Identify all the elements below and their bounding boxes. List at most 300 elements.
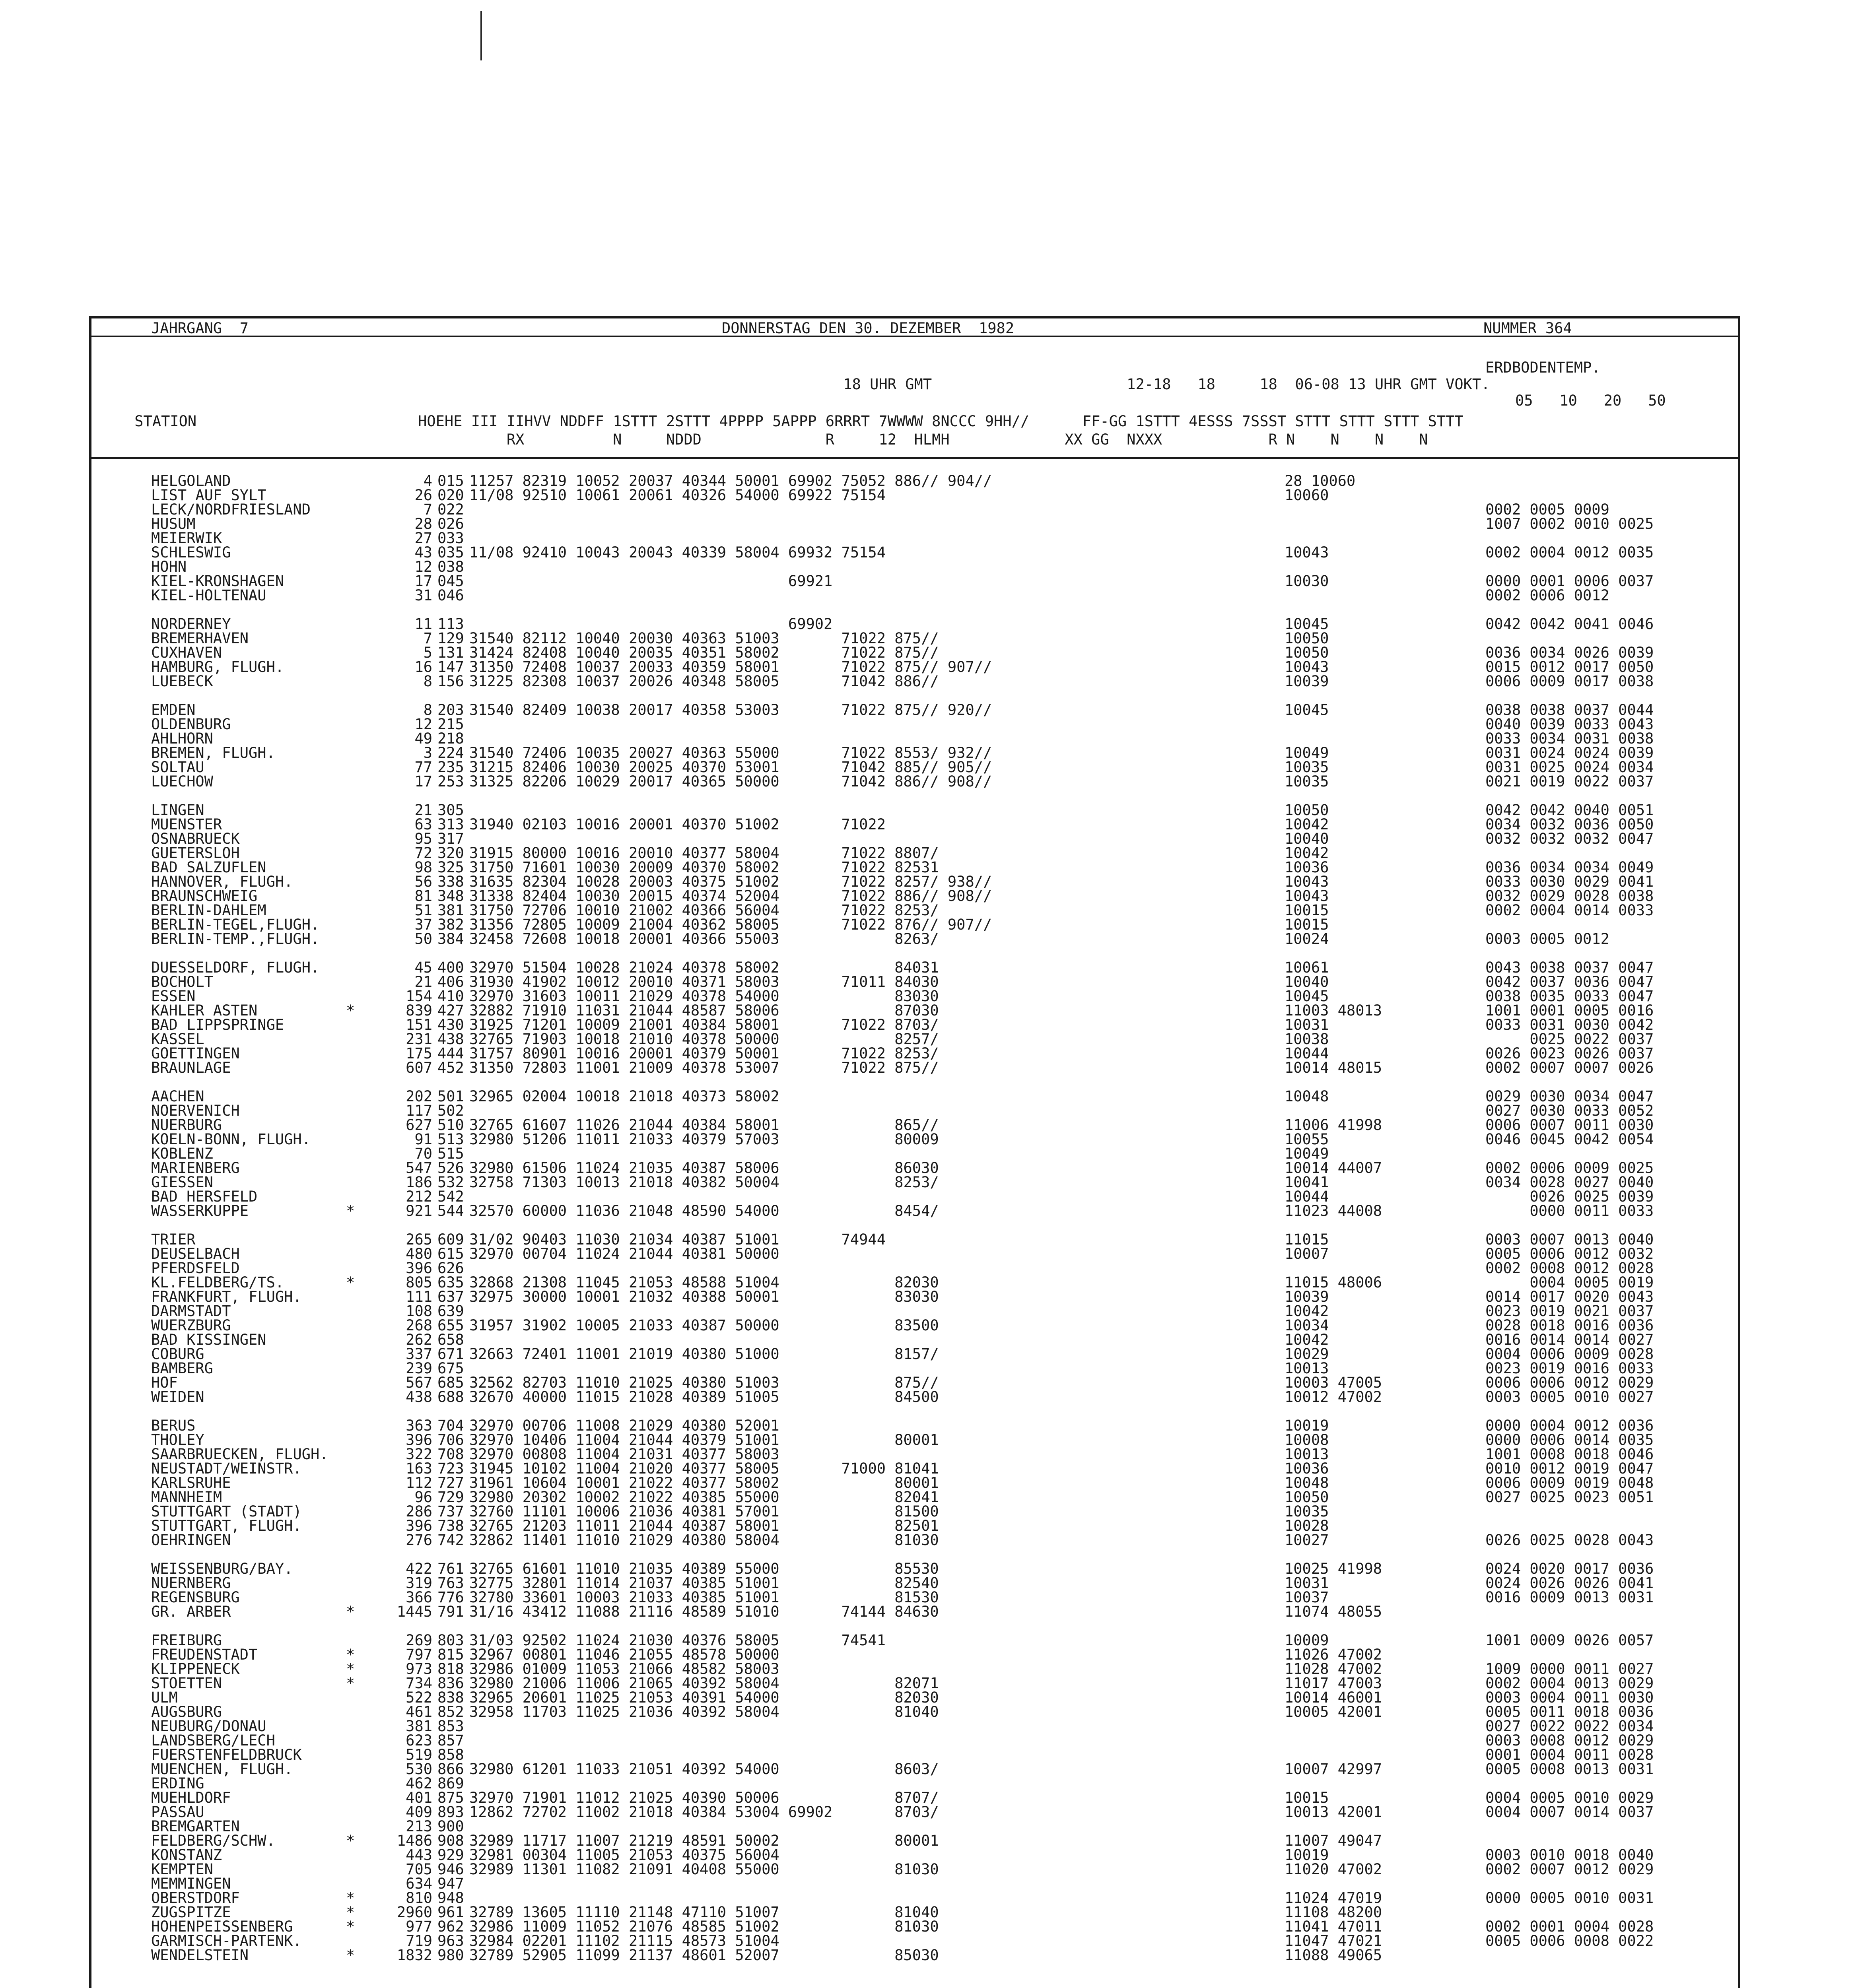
station-name: MANNHEIM [151,1489,222,1506]
extreme-data: 10029 [1285,1345,1329,1363]
station-elevation: 45 [414,959,432,976]
station-name: FREUDENSTADT [151,1646,258,1663]
station-elevation: 396 [406,1517,432,1534]
station-elevation: 366 [406,1589,432,1606]
station-name: DUESSELDORF, FLUGH. [151,959,320,976]
station-name: KAHLER ASTEN [151,1002,258,1019]
mountain-station-mark: * [346,1646,355,1663]
station-name: ESSEN [151,988,196,1005]
station-name: WASSERKUPPE [151,1202,249,1219]
soil-temps: 0000 0004 0012 0036 [1485,1417,1654,1434]
synop-data: 32986 01009 11053 21066 48582 58003 [469,1660,779,1677]
station-name: BERLIN-TEMP.,FLUGH. [151,930,320,947]
extreme-data: 10042 [1285,845,1329,862]
soil-temps: 0000 0006 0014 0035 [1485,1431,1654,1448]
synop-data: 32780 33601 10003 21033 40385 51001 81530 [469,1589,939,1606]
station-code: 803 [437,1632,464,1649]
synop-data: 32760 11101 10006 21036 40381 57001 81500 [469,1503,939,1520]
soil-temps: 0004 0006 0009 0028 [1485,1345,1654,1363]
extreme-data: 10013 [1285,1360,1329,1377]
synop-data: 32882 71910 11031 21044 48587 58006 87030 [469,1002,939,1019]
station-name: KOELN-BONN, FLUGH. [151,1131,311,1148]
station-name: FELDBERG/SCHW. [151,1832,275,1849]
station-elevation: 8 [423,673,432,690]
extreme-data: 10050 [1285,802,1329,819]
station-name: KLIPPENECK [151,1660,240,1677]
station-elevation: 319 [406,1574,432,1592]
synop-data: 32562 82703 11010 21025 40380 51003 875// [469,1374,939,1391]
station-code: 515 [437,1145,464,1162]
station-code: 961 [437,1904,464,1921]
soil-temps: 0036 0034 0034 0049 [1485,859,1654,876]
station-name: BREMEN, FLUGH. [151,744,275,761]
station-code: 852 [437,1703,464,1720]
station-name: HOHENPEISSENBERG [151,1918,293,1935]
mountain-station-mark: * [346,1947,355,1964]
station-elevation: 519 [406,1746,432,1763]
extreme-data: 10009 [1285,1632,1329,1649]
extreme-data: 10035 [1285,759,1329,776]
soil-temps: 0042 0042 0040 0051 [1485,802,1654,819]
station-elevation: 202 [406,1088,432,1105]
station-name: ERDING [151,1775,204,1792]
station-elevation: 396 [406,1260,432,1277]
mountain-station-mark: * [346,1889,355,1906]
station-name: BERLIN-TEGEL,FLUGH. [151,916,320,933]
station-code: 317 [437,830,464,847]
soil-temps: 0034 0028 0027 0040 [1485,1174,1654,1191]
soil-temps: 0000 0005 0010 0031 [1485,1889,1654,1906]
soil-temps: 0016 0014 0014 0027 [1485,1331,1654,1348]
station-code: 655 [437,1317,464,1334]
extreme-data: 10012 47002 [1285,1388,1382,1406]
station-elevation: 921 [406,1202,432,1219]
extreme-data: 10048 [1285,1088,1329,1105]
mountain-station-mark: * [346,1202,355,1219]
extreme-data: 10043 [1285,887,1329,905]
station-name: MEIERWIK [151,530,222,547]
extreme-data: 10014 48015 [1285,1059,1382,1076]
synop-data: 32970 71901 11012 21025 40390 50006 8707/ [469,1789,939,1806]
station-elevation: 810 [406,1889,432,1906]
station-elevation: 43 [414,544,432,561]
station-code: 963 [437,1932,464,1949]
soil-temps: 0024 0026 0026 0041 [1485,1574,1654,1592]
station-code: 742 [437,1532,464,1549]
station-code: 235 [437,759,464,776]
mountain-station-mark: * [346,1904,355,1921]
station-code: 382 [437,916,464,933]
extreme-data: 10015 [1285,916,1329,933]
station-name: LANDSBERG/LECH [151,1732,275,1749]
station-elevation: 163 [406,1460,432,1477]
synop-data: 32868 21308 11045 21053 48588 51004 82030 [469,1274,939,1291]
extreme-data: 10042 [1285,1303,1329,1320]
station-name: SAARBRUECKEN, FLUGH. [151,1446,328,1463]
synop-data: 31/03 92502 11024 21030 40376 58005 74541 [469,1632,886,1649]
synop-data: 31540 72406 10035 20027 40363 55000 71022 8553/ 932// [469,744,992,761]
station-name: KASSEL [151,1031,204,1048]
station-elevation: 797 [406,1646,432,1663]
soil-temps: 0004 0005 0010 0029 [1485,1789,1654,1806]
station-code: 022 [437,501,464,518]
station-elevation: 363 [406,1417,432,1434]
extreme-data: 10031 [1285,1574,1329,1592]
station-code: 325 [437,859,464,876]
soil-temps: 0002 0004 0014 0033 [1485,902,1654,919]
station-name: STUTTGART (STADT) [151,1503,302,1520]
soil-temps: 0006 0007 0011 0030 [1485,1116,1654,1134]
station-elevation: 422 [406,1560,432,1577]
station-code: 727 [437,1474,464,1491]
station-elevation: 734 [406,1675,432,1692]
synop-data: 32765 61601 11010 21035 40389 55000 85530 [469,1560,939,1577]
extreme-data: 11015 48006 [1285,1274,1382,1291]
station-elevation: 108 [406,1303,432,1320]
station-code: 542 [437,1188,464,1205]
synop-data: 32765 71903 10018 21010 40378 50000 8257/ [469,1031,939,1048]
station-code: 131 [437,644,464,661]
station-code: 729 [437,1489,464,1506]
soil-temps: 0003 0007 0013 0040 [1485,1231,1654,1248]
station-name: BERUS [151,1417,196,1434]
station-code: 348 [437,887,464,905]
station-name: HELGOLAND [151,472,231,489]
station-name: WENDELSTEIN [151,1947,249,1964]
extreme-data: 10042 [1285,816,1329,833]
station-code: 980 [437,1947,464,1964]
extreme-data: 10014 46001 [1285,1689,1382,1706]
soil-temps: 0004 0005 0019 [1485,1274,1654,1291]
station-elevation: 3 [423,744,432,761]
soil-temps: 0042 0037 0036 0047 [1485,973,1654,990]
scan-mark [480,11,482,60]
synop-data: 31325 82206 10029 20017 40365 50000 71042 886// 908// [469,773,992,790]
station-code: 869 [437,1775,464,1792]
soil-temps: 0040 0039 0033 0043 [1485,716,1654,733]
soil-temps: 0010 0012 0019 0047 [1485,1460,1654,1477]
soil-temps: 0002 0007 0007 0026 [1485,1059,1654,1076]
soil-temps: 0027 0022 0022 0034 [1485,1718,1654,1735]
mountain-station-mark: * [346,1002,355,1019]
soil-temps: 0006 0009 0019 0048 [1485,1474,1654,1491]
synop-data: 31540 82112 10040 20030 40363 51003 71022 875// [469,630,939,647]
soil-temps: 0026 0025 0028 0043 [1485,1532,1654,1549]
station-name: GOETTINGEN [151,1045,240,1062]
station-name: KOBLENZ [151,1145,213,1162]
station-name: GARMISCH-PARTENK. [151,1932,302,1949]
station-code: 501 [437,1088,464,1105]
column-header-rule [89,457,1740,459]
extreme-data: 10050 [1285,630,1329,647]
station-elevation: 72 [414,845,432,862]
synop-data: 32981 00304 11005 21053 40375 56004 [469,1846,779,1864]
station-name: BAD LIPPSPRINGE [151,1016,284,1033]
station-code: 035 [437,544,464,561]
station-elevation: 480 [406,1245,432,1262]
station-code: 438 [437,1031,464,1048]
extreme-data: 10019 [1285,1417,1329,1434]
soil-temps: 0025 0022 0037 [1485,1031,1654,1048]
soil-temps: 0033 0034 0031 0038 [1485,730,1654,747]
station-elevation: 973 [406,1660,432,1677]
station-name: NORDERNEY [151,615,231,633]
soil-temps: 0046 0045 0042 0054 [1485,1131,1654,1148]
station-code: 857 [437,1732,464,1749]
station-name: GR. ARBER [151,1603,231,1620]
station-elevation: 12 [414,558,432,575]
synop-data: 32958 11703 11025 21036 40392 58004 81040 [469,1703,939,1720]
station-elevation: 98 [414,859,432,876]
station-code: 384 [437,930,464,947]
synop-data: 32663 72401 11001 21019 40380 51000 8157/ [469,1345,939,1363]
soil-temps: 0034 0032 0036 0050 [1485,816,1654,833]
station-name: LUEBECK [151,673,213,690]
station-name: FREIBURG [151,1632,222,1649]
station-name: TRIER [151,1231,196,1248]
soil-temps: 0005 0008 0013 0031 [1485,1761,1654,1778]
synop-data: 32980 61506 11024 21035 40387 58006 86030 [469,1159,939,1176]
station-name: BREMGARTEN [151,1818,240,1835]
station-elevation: 2960 [396,1904,432,1921]
station-elevation: 50 [414,930,432,947]
extreme-data: 10007 42997 [1285,1761,1382,1778]
station-elevation: 21 [414,802,432,819]
soil-temps: 0002 0004 0013 0029 [1485,1675,1654,1692]
station-code: 224 [437,744,464,761]
soil-depths: 05 10 20 50 [1515,392,1666,409]
station-elevation: 567 [406,1374,432,1391]
station-elevation: 7 [423,501,432,518]
synop-data: 31/16 43412 11088 21116 48589 51010 74144 84630 [469,1603,939,1620]
extreme-data: 10049 [1285,744,1329,761]
station-code: 818 [437,1660,464,1677]
station-name: PFERDSFELD [151,1260,240,1277]
station-name: BAD HERSFELD [151,1188,258,1205]
station-elevation: 286 [406,1503,432,1520]
synop-data: 32970 10406 11004 21044 40379 51001 80001 [469,1431,939,1448]
synop-data: 32980 51206 11011 21033 40379 57003 80009 [469,1131,939,1148]
soil-temps: 0043 0038 0037 0047 [1485,959,1654,976]
station-elevation: 262 [406,1331,432,1348]
station-elevation: 21 [414,973,432,990]
extreme-data: 11047 47021 [1285,1932,1382,1949]
synop-data: 32980 20302 10002 21022 40385 55000 82041 [469,1489,939,1506]
soil-temps: 0002 0006 0009 0025 [1485,1159,1654,1176]
station-code: 526 [437,1159,464,1176]
station-code: 875 [437,1789,464,1806]
station-elevation: 175 [406,1045,432,1062]
station-elevation: 977 [406,1918,432,1935]
station-elevation: 401 [406,1789,432,1806]
synop-data: 31350 72408 10037 20033 40359 58001 71022 875// 907// [469,658,992,676]
station-code: 635 [437,1274,464,1291]
station-elevation: 8 [423,701,432,718]
soil-temps: 1007 0002 0010 0025 [1485,515,1654,532]
station-code: 609 [437,1231,464,1248]
station-code: 129 [437,630,464,647]
soil-temps: 0038 0035 0033 0047 [1485,988,1654,1005]
station-elevation: 111 [406,1288,432,1305]
station-name: HANNOVER, FLUGH. [151,873,293,890]
station-code: 026 [437,515,464,532]
soil-temps: 0014 0017 0020 0043 [1485,1288,1654,1305]
mountain-station-mark: * [346,1603,355,1620]
station-name: HOHN [151,558,187,575]
synop-data: 32789 52905 11099 21137 48601 52007 85030 [469,1947,939,1964]
extreme-data: 11023 44008 [1285,1202,1382,1219]
extreme-data: 10013 [1285,1446,1329,1463]
station-code: 532 [437,1174,464,1191]
station-elevation: 719 [406,1932,432,1949]
soil-temps: 0029 0030 0034 0047 [1485,1088,1654,1105]
station-name: DEUSELBACH [151,1245,240,1262]
extreme-data: 10043 [1285,658,1329,676]
soil-temps: 0042 0042 0041 0046 [1485,615,1654,633]
extreme-data: 10015 [1285,902,1329,919]
station-name: OBERSTDORF [151,1889,240,1906]
station-name: LECK/NORDFRIESLAND [151,501,311,518]
station-code: 203 [437,701,464,718]
station-elevation: 112 [406,1474,432,1491]
station-name: GIESSEN [151,1174,213,1191]
synop-data: 31757 80901 10016 20001 40379 50001 71022 8253/ [469,1045,939,1062]
station-elevation: 268 [406,1317,432,1334]
station-elevation: 627 [406,1116,432,1134]
station-elevation: 81 [414,887,432,905]
station-name: NUERNBERG [151,1574,231,1592]
extreme-data: 28 10060 [1285,472,1356,489]
station-elevation: 95 [414,830,432,847]
station-code: 776 [437,1589,464,1606]
soil-temp-title: ERDBODENTEMP. [1485,359,1601,376]
station-name: BOCHOLT [151,973,213,990]
station-name: LINGEN [151,802,204,819]
soil-temps: 0033 0031 0030 0042 [1485,1016,1654,1033]
extreme-data: 11026 47002 [1285,1646,1382,1663]
extreme-data: 10036 [1285,859,1329,876]
synop-data: 32975 30000 10001 21032 40388 50001 83030 [469,1288,939,1305]
station-code: 893 [437,1804,464,1821]
station-elevation: 462 [406,1775,432,1792]
soil-temps: 1001 0009 0026 0057 [1485,1632,1654,1649]
station-name: SOLTAU [151,759,204,776]
station-name: STOETTEN [151,1675,222,1692]
station-elevation: 154 [406,988,432,1005]
synop-data: 32670 40000 11015 21028 40389 51005 84500 [469,1388,939,1406]
station-name: FUERSTENFELDBRUCK [151,1746,302,1763]
station-code: 513 [437,1131,464,1148]
station-code: 510 [437,1116,464,1134]
station-elevation: 213 [406,1818,432,1835]
station-name: ZUGSPITZE [151,1904,231,1921]
station-elevation: 337 [406,1345,432,1363]
station-name: COBURG [151,1345,204,1363]
soil-temps: 0005 0006 0012 0032 [1485,1245,1654,1262]
station-code: 900 [437,1818,464,1835]
soil-temps: 0002 0006 0012 [1485,587,1609,604]
station-elevation: 186 [406,1174,432,1191]
extreme-data: 10044 [1285,1188,1329,1205]
extreme-data: 10024 [1285,930,1329,947]
station-code: 544 [437,1202,464,1219]
soil-temps: 0033 0030 0029 0041 [1485,873,1654,890]
extreme-data: 11017 47003 [1285,1675,1382,1692]
station-elevation: 70 [414,1145,432,1162]
station-code: 215 [437,716,464,733]
station-name: NUERBURG [151,1116,222,1134]
extreme-data: 10045 [1285,988,1329,1005]
synop-data: 11257 82319 10052 20037 40344 50001 69902 75052 886// 904// [469,472,992,489]
station-code: 815 [437,1646,464,1663]
station-elevation: 547 [406,1159,432,1176]
station-name: BERLIN-DAHLEM [151,902,266,919]
column-header-line: STATION HOEHE III IIHVV NDDFF 1STTT 2STTT 4PPPP 5APPP 6RRRT 7WWWW 8NCCC 9HH// FF-GG 1STTT 4ESSS 7SSST STTT STTT STTT STTT [126,413,1464,430]
synop-data: 31925 71201 10009 21001 40384 58001 71022 8703/ [469,1016,939,1033]
soil-temps: 0024 0020 0017 0036 [1485,1560,1654,1577]
synop-data: 32984 02201 11102 21115 48573 51004 [469,1932,779,1949]
station-code: 929 [437,1846,464,1864]
station-name: OEHRINGEN [151,1532,231,1549]
station-code: 723 [437,1460,464,1477]
station-code: 962 [437,1918,464,1935]
station-name: LIST AUF SYLT [151,487,266,504]
soil-temps: 0031 0024 0024 0039 [1485,744,1654,761]
synop-data: 32986 11009 11052 21076 48585 51002 81030 [469,1918,939,1935]
station-elevation: 623 [406,1732,432,1749]
synop-data: 32789 13605 11110 21148 47110 51007 81040 [469,1904,939,1921]
station-code: 626 [437,1260,464,1277]
extreme-data: 10005 42001 [1285,1703,1382,1720]
extreme-data: 10050 [1285,1489,1329,1506]
station-name: WEIDEN [151,1388,204,1406]
extreme-data: 10034 [1285,1317,1329,1334]
station-code: 947 [437,1875,464,1892]
synop-data: 31356 72805 10009 21004 40362 58005 71022 876// 907// [469,916,992,933]
station-code: 400 [437,959,464,976]
extreme-data: 10028 [1285,1517,1329,1534]
soil-temps: 0003 0004 0011 0030 [1485,1689,1654,1706]
extreme-data: 10037 [1285,1589,1329,1606]
station-name: BAD SALZUFLEN [151,859,266,876]
synop-data: 11/08 92410 10043 20043 40339 58004 69932 75154 [469,544,886,561]
station-code: 156 [437,673,464,690]
synop-data: 32989 11301 11082 21091 40408 55000 81030 [469,1861,939,1878]
station-elevation: 7 [423,630,432,647]
synop-data: 32980 61201 11033 21051 40392 54000 8603/ [469,1761,939,1778]
extreme-data: 10008 [1285,1431,1329,1448]
synop-data: 32980 21006 11006 21065 40392 58004 82071 [469,1675,939,1692]
station-elevation: 16 [414,658,432,676]
soil-temps: 0005 0006 0008 0022 [1485,1932,1654,1949]
station-name: AUGSBURG [151,1703,222,1720]
soil-temps: 0023 0019 0021 0037 [1485,1303,1654,1320]
soil-temps: 0005 0011 0018 0036 [1485,1703,1654,1720]
soil-temps: 0002 0001 0004 0028 [1485,1918,1654,1935]
extreme-data: 10015 [1285,1789,1329,1806]
extreme-data: 10050 [1285,644,1329,661]
station-code: 046 [437,587,464,604]
synop-data: 31215 82406 10030 20025 40370 53001 71042 885// 905// [469,759,992,776]
extreme-data: 10045 [1285,615,1329,633]
soil-temps: 0002 0005 0009 [1485,501,1609,518]
station-code: 948 [437,1889,464,1906]
soil-temps: 0006 0009 0017 0038 [1485,673,1654,690]
synop-data: 31961 10604 10001 21022 40377 58002 80001 [469,1474,939,1491]
synop-data: 31635 82304 10028 20003 40375 51002 71022 8257/ 938// [469,873,992,890]
soil-temps: 0027 0025 0023 0051 [1485,1489,1654,1506]
station-elevation: 438 [406,1388,432,1406]
